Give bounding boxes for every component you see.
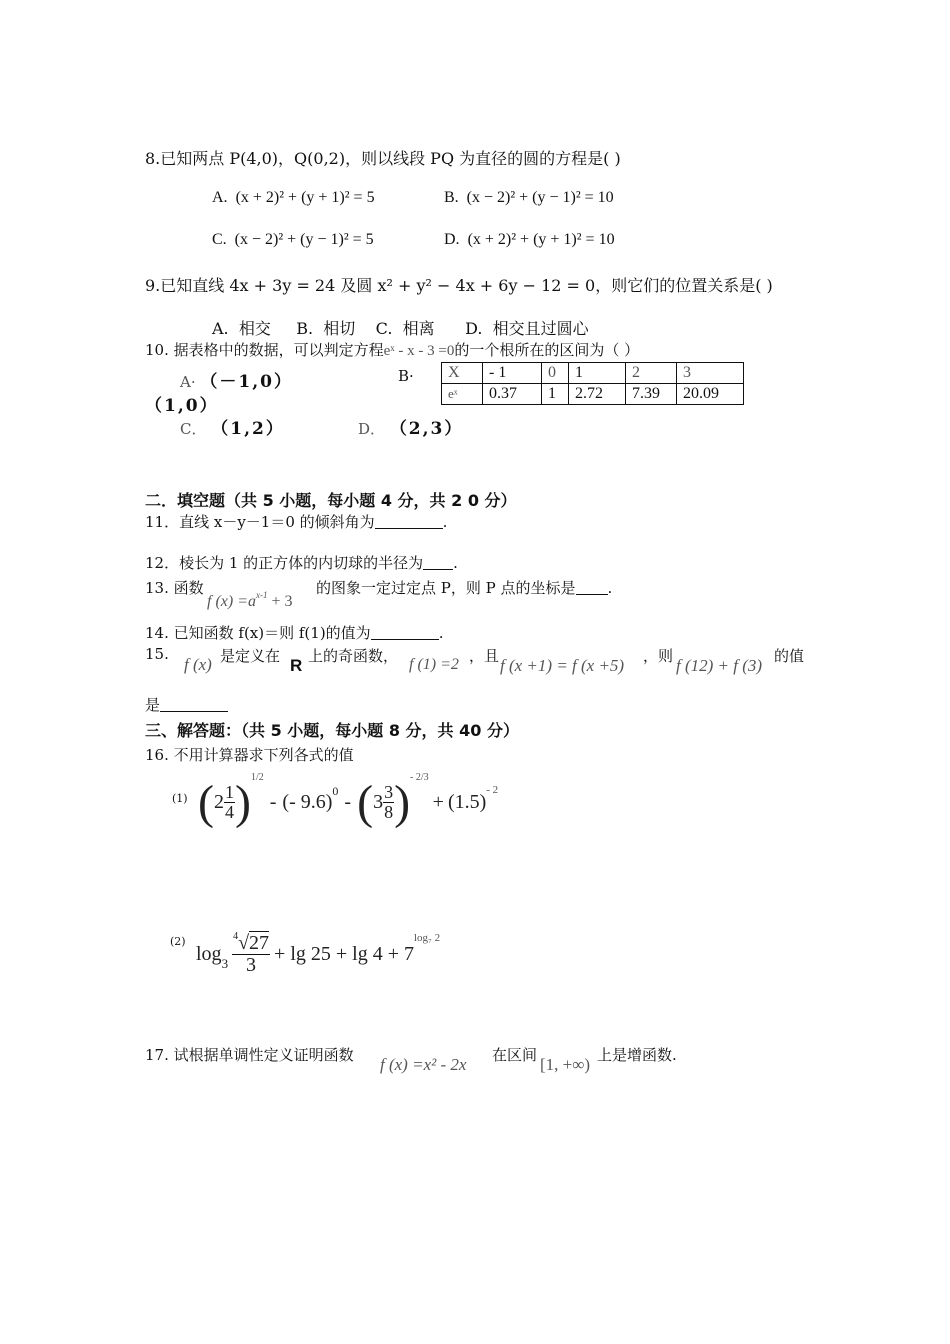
q17-interval: [1, +∞) xyxy=(540,1055,591,1074)
table-cell: 3 xyxy=(677,363,744,384)
q16-part1-expression xyxy=(198,770,498,834)
section-3-title: 三、解答题：（共 5 小题，每小题 8 分，共 40 分） xyxy=(145,721,519,740)
q10-option-a-label: A· xyxy=(180,373,196,391)
q10-stem-after: 的一个根所在的区间为（ ） xyxy=(454,341,640,359)
q9-option-c-label: C. xyxy=(375,319,393,338)
q15-equation: f (x +1) = f (x +5) xyxy=(500,656,625,675)
q13-function xyxy=(207,590,293,611)
q16-part2-label: (2) xyxy=(170,935,186,948)
q12-answer-blank[interactable] xyxy=(423,555,453,570)
q11-end: . xyxy=(442,513,448,531)
q10-option-b-value: （1,0） xyxy=(145,396,219,416)
q8-option-d xyxy=(444,231,615,249)
q15-text-4: ，则 xyxy=(643,647,674,665)
exponent: log₇ 2 xyxy=(414,932,441,944)
q10-option-b-label: B· xyxy=(398,367,414,385)
q15-text-5: 的值 xyxy=(774,647,805,665)
left-paren: ( xyxy=(357,775,374,829)
q8-option-b-expr: (x − 2)² + (y − 1)² = 10 xyxy=(466,189,614,206)
term-2: (- 9.6) xyxy=(282,790,333,813)
q15-line2 xyxy=(145,694,228,715)
q8-stem: 8.已知两点 P(4,0)，Q(0,2)，则以线段 PQ 为直径的圆的方程是( ) xyxy=(145,149,621,168)
table-cell: 0 xyxy=(542,363,569,384)
minus-sign: - xyxy=(344,790,352,813)
log-base: 3 xyxy=(221,956,229,971)
log-text: log xyxy=(196,942,222,965)
exponent-1: 1/2 xyxy=(250,772,264,783)
q10-option-d-label: D． xyxy=(358,420,386,438)
q10-stem xyxy=(145,339,639,360)
q9-option-d-text: 相交且过圆心 xyxy=(492,319,589,338)
q12 xyxy=(145,552,458,573)
q15-fx: f (x) xyxy=(184,655,212,674)
q15-number: 15. xyxy=(145,645,169,663)
q11-answer-blank[interactable] xyxy=(375,514,443,529)
q11 xyxy=(145,511,447,532)
q9-option-a xyxy=(212,319,271,338)
q8-option-c-label: C. xyxy=(212,231,227,248)
q16-part2-expression xyxy=(196,926,440,982)
q10-option-c-label: C． xyxy=(180,420,207,438)
q8-option-d-label: D. xyxy=(444,231,460,248)
q8-option-a xyxy=(212,189,375,207)
table-row xyxy=(442,363,744,384)
plus-sign: + xyxy=(432,790,444,813)
q13-end: . xyxy=(607,579,613,597)
q12-end: . xyxy=(453,554,458,572)
q10-stem-before: 10. 据表格中的数据，可以判定方程 xyxy=(145,341,384,359)
mixed-whole: 2 xyxy=(213,790,224,813)
q8-option-b xyxy=(444,189,614,207)
table-cell: 2.72 xyxy=(569,384,626,405)
q9-option-b xyxy=(296,319,355,338)
q9-option-b-label: B. xyxy=(296,319,314,338)
q15-sum: f (12) + f (3) xyxy=(676,656,763,675)
table-cell: 2 xyxy=(626,363,677,384)
q15-text-3: ，且 xyxy=(469,647,500,665)
q12-text: 12．棱长为 1 的正方体的内切球的半径为 xyxy=(145,554,424,572)
q13-plus: + 3 xyxy=(271,593,293,610)
q17-lead: 17. 试根据单调性定义证明函数 xyxy=(145,1046,354,1064)
q10-equation: eˣ - x - 3 =0 xyxy=(383,343,455,359)
q13-lead: 13. 函数 xyxy=(145,579,204,597)
q9-option-b-text: 相切 xyxy=(323,319,356,338)
right-paren: ) xyxy=(394,775,411,829)
q15-text-2: 上的奇函数， xyxy=(308,647,399,665)
q8-option-a-expr: (x + 2)² + (y + 1)² = 5 xyxy=(235,189,375,206)
q15-answer-blank[interactable] xyxy=(160,697,228,712)
table-cell: X xyxy=(442,363,483,384)
q15-f1: f (1) =2 xyxy=(409,656,459,673)
table-cell: 7.39 xyxy=(626,384,677,405)
q14-end: . xyxy=(438,624,444,642)
fraction-numerator: 1 xyxy=(224,781,234,802)
q16-part1-label: (1) xyxy=(172,792,188,805)
q15-R: R xyxy=(290,656,303,675)
radicand: 27 xyxy=(249,932,270,954)
table-row xyxy=(442,384,744,405)
q9-option-d-label: D. xyxy=(465,319,483,338)
q9-option-a-label: A. xyxy=(212,319,229,338)
q14-text: 14. 已知函数 f(x)＝则 f(1)的值为 xyxy=(145,624,371,642)
q14-answer-blank[interactable] xyxy=(371,625,439,640)
q9-option-c-text: 相离 xyxy=(402,319,435,338)
q13-func: f (x) =a xyxy=(207,593,256,610)
q9-stem: 9.已知直线 4x + 3y = 24 及圆 x² + y² − 4x + 6y − 12 = 0，则它们的位置关系是( ) xyxy=(145,276,773,295)
q10-value-table xyxy=(441,362,744,405)
q8-option-c-expr: (x − 2)² + (y − 1)² = 5 xyxy=(234,231,374,248)
fraction-denominator: 4 xyxy=(224,801,234,822)
q13-exp: x-1 xyxy=(256,590,268,600)
mixed-whole: 3 xyxy=(373,790,384,813)
table-cell: 1 xyxy=(542,384,569,405)
table-cell: 1 xyxy=(569,363,626,384)
q15-line2-text: 是 xyxy=(145,696,161,714)
q10-option-c-value: （1,2） xyxy=(211,419,285,439)
exponent-3: - 2/3 xyxy=(410,772,429,783)
q13-text: 的图象一定过定点 P，则 P 点的坐标是 xyxy=(316,579,576,597)
q16-stem: 16. 不用计算器求下列各式的值 xyxy=(145,746,354,764)
q15-text-1: 是定义在 xyxy=(220,647,281,665)
section-2-title: 二．填空题（共 5 小题，每小题 4 分，共 2 0 分） xyxy=(145,491,517,510)
right-paren: ) xyxy=(234,775,251,829)
q10-option-a xyxy=(180,367,293,392)
q8-option-c xyxy=(212,231,374,249)
q9-option-a-text: 相交 xyxy=(238,319,271,338)
fraction xyxy=(232,932,270,976)
fraction-denominator: 8 xyxy=(384,801,394,822)
exponent-4: - 2 xyxy=(486,784,499,796)
q10-option-d xyxy=(358,414,463,439)
fraction-numerator xyxy=(232,932,270,955)
table-cell: - 1 xyxy=(483,363,542,384)
table-cell: 0.37 xyxy=(483,384,542,405)
q10-option-a-value: （－1,0） xyxy=(200,372,293,392)
q17-tail: 上是增函数. xyxy=(597,1046,677,1064)
q11-text: 11．直线 x－y－1＝0 的倾斜角为 xyxy=(145,513,375,531)
q9-option-d xyxy=(465,319,589,338)
q17-mid: 在区间 xyxy=(492,1046,538,1064)
q10-option-c xyxy=(180,414,285,439)
q8-option-b-label: B. xyxy=(444,189,459,206)
table-cell: 20.09 xyxy=(677,384,744,405)
q8-option-a-label: A. xyxy=(212,189,228,206)
fraction xyxy=(383,783,394,822)
rest-terms: + lg 25 + lg 4 + 7 xyxy=(274,942,414,965)
exponent-2: 0 xyxy=(332,784,339,798)
q14 xyxy=(145,622,443,643)
fraction-numerator: 3 xyxy=(384,781,394,802)
term-4: (1.5) xyxy=(447,790,487,813)
table-cell: eˣ xyxy=(442,384,483,405)
q9-options xyxy=(212,316,589,339)
q17-function: f (x) =x² - 2x xyxy=(380,1055,467,1074)
q13-tail xyxy=(316,577,612,598)
fraction-denominator: 3 xyxy=(246,954,257,976)
radical-icon: √ xyxy=(238,932,250,954)
q13-answer-blank[interactable] xyxy=(576,580,608,595)
q10-option-d-value: （2,3） xyxy=(389,419,464,439)
minus-sign: - xyxy=(269,790,277,813)
root-index: 4 xyxy=(233,931,239,942)
fraction xyxy=(224,783,235,822)
q9-option-c xyxy=(376,319,435,338)
q8-option-d-expr: (x + 2)² + (y + 1)² = 10 xyxy=(467,231,615,248)
left-paren: ( xyxy=(198,775,214,829)
